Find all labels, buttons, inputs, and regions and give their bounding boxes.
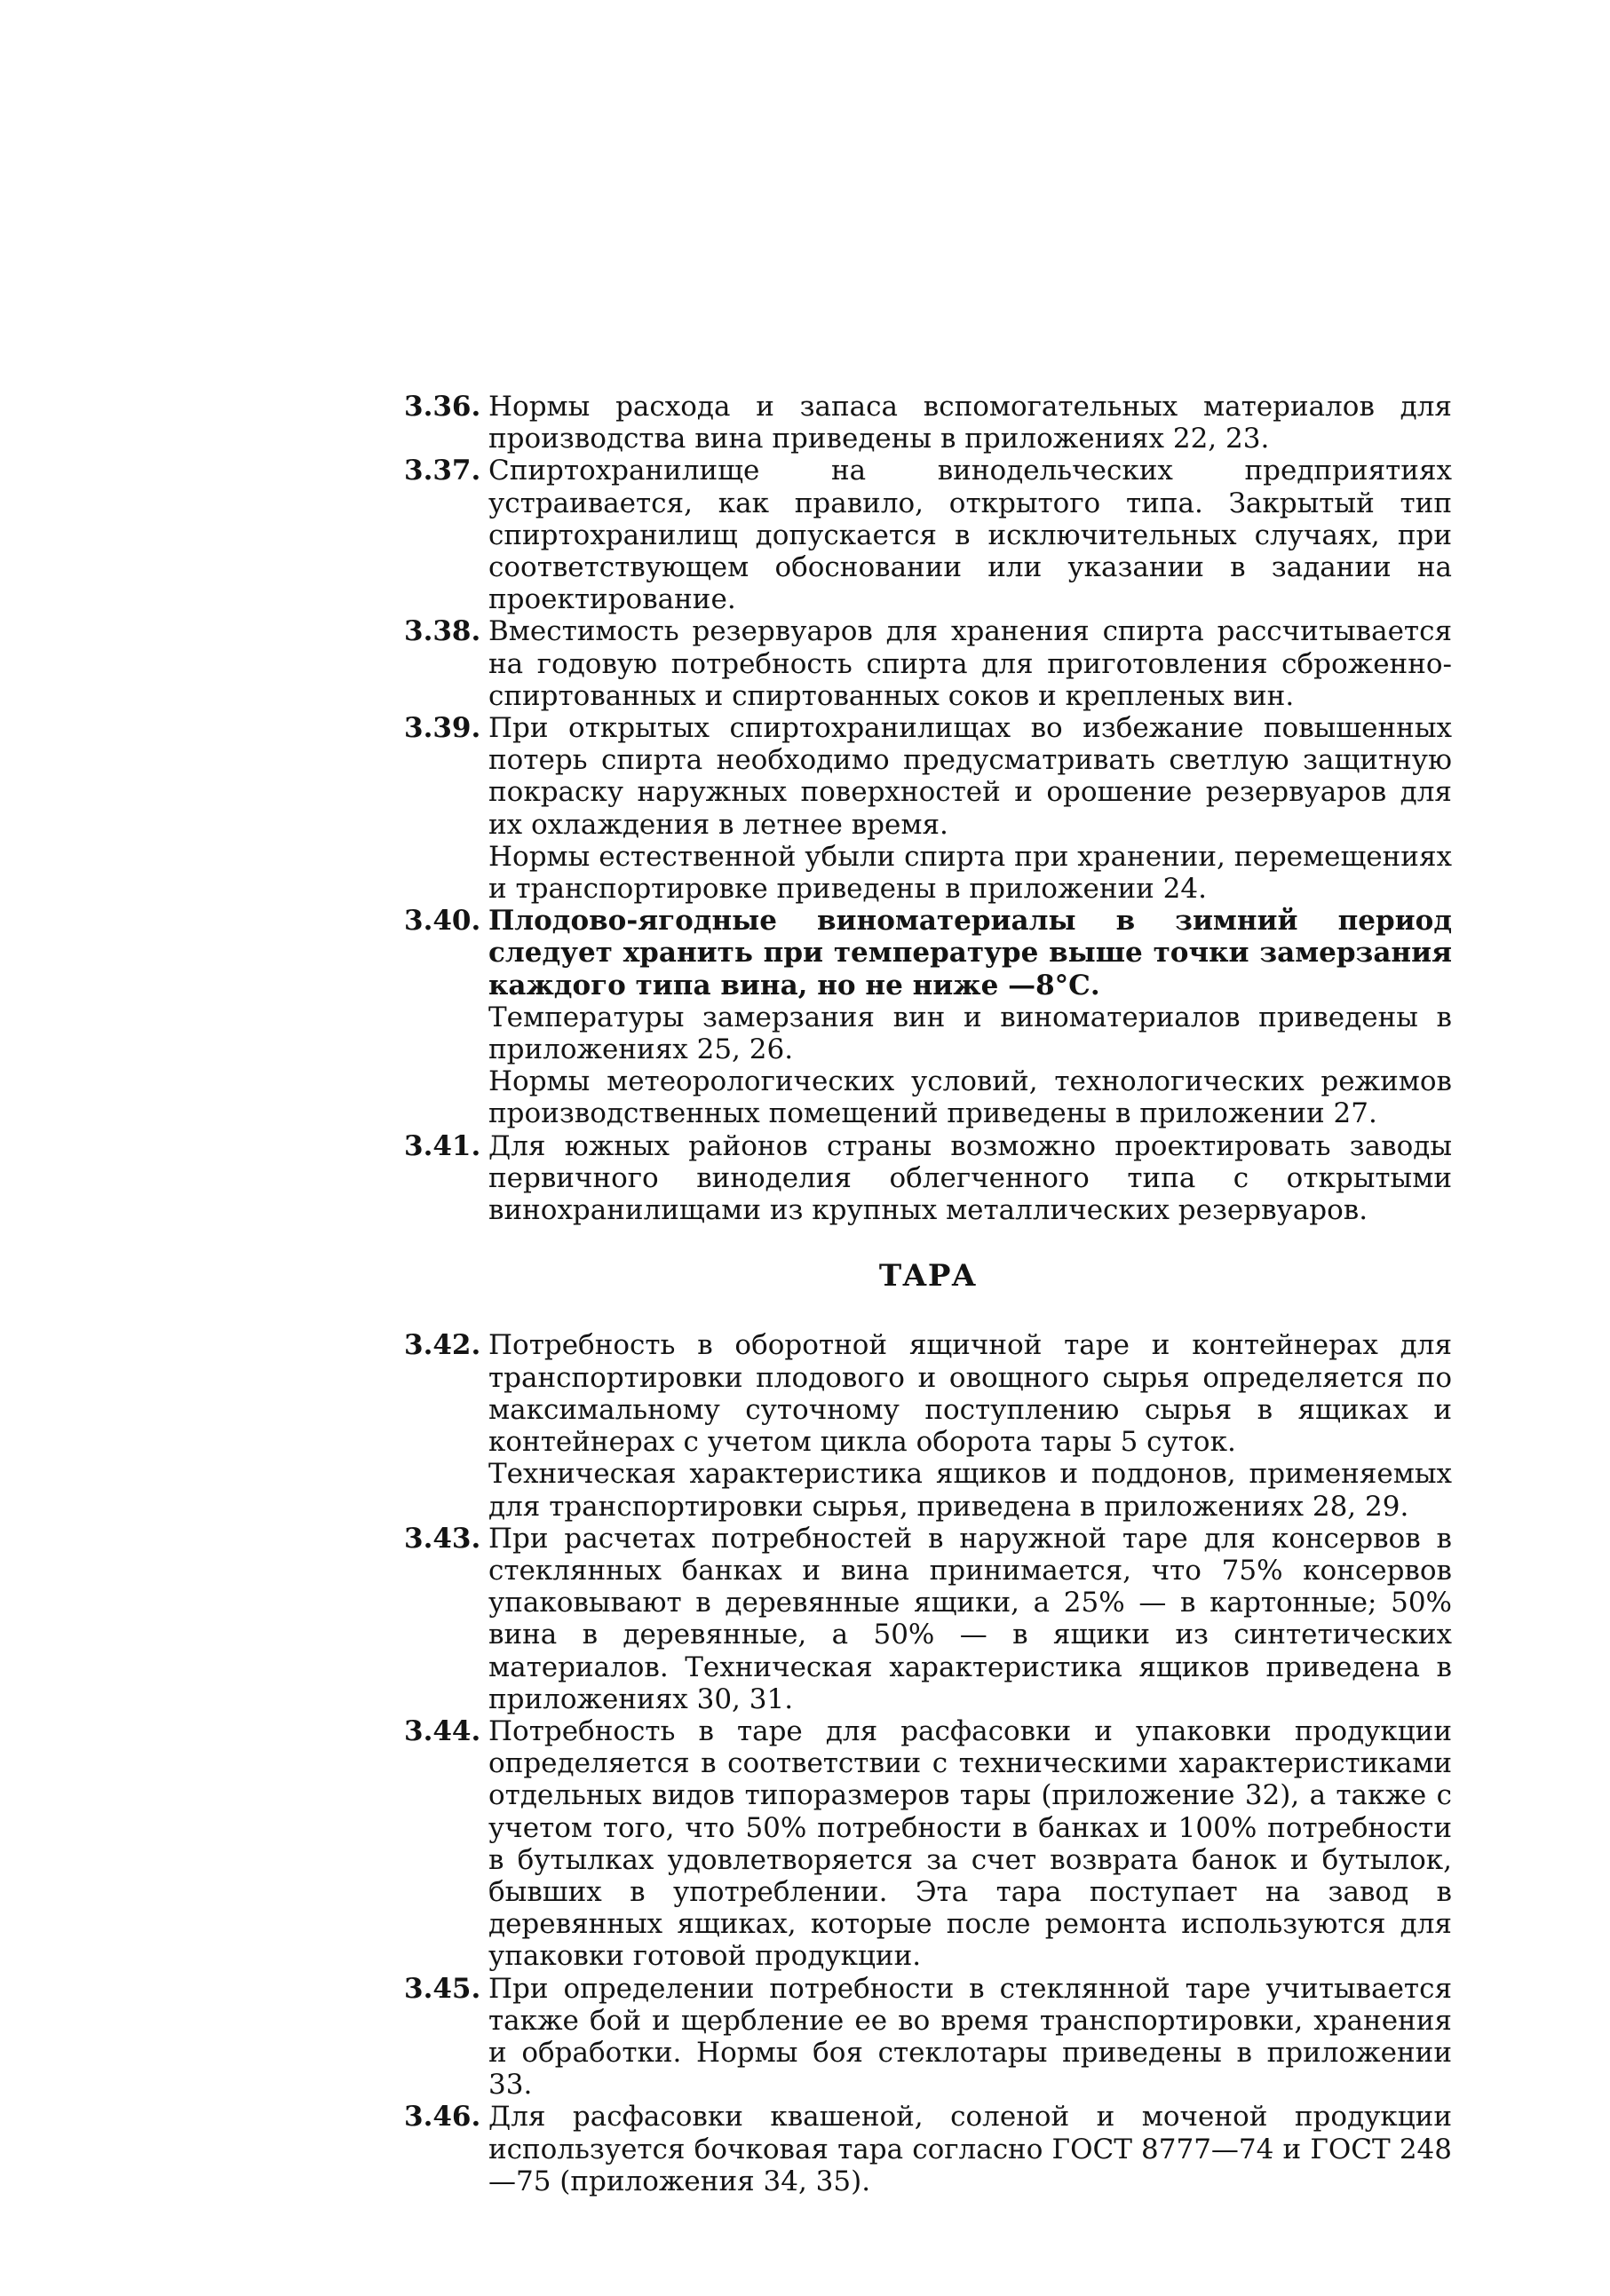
paragraph-text: При открытых спиртохранилищах во избежание повышенных потерь спирта необходимо предусматривать светлую защитную покраску наружных поверхностей и орошение резервуаров для их охлаждения в летнее время. (488, 712, 1452, 841)
paragraph-3-41 (404, 1130, 1452, 1227)
paragraph-number: 3.44. (404, 1714, 481, 1747)
paragraph-3-39-note (404, 841, 1452, 905)
paragraph-number: 3.46. (404, 2101, 481, 2134)
paragraph-number: 3.36. (404, 391, 481, 423)
paragraph-text: При определении потребности в стеклянной таре учитывается также бой и щербление ее во время транспортировки, хранения и обработки. Нормы боя стеклотары приведены в приложении 33. (488, 1972, 1452, 2102)
paragraph-text: Плодово-ягодные виноматериалы в зимний период следует хранить при температуре выше точки замерзания каждого типа вина, но не ниже —8°С. (488, 905, 1452, 1002)
paragraph-number: 3.45. (404, 1972, 481, 2005)
paragraph-number: 3.41. (404, 1129, 481, 1162)
paragraph-text: Для южных районов страны возможно проектировать заводы первичного виноделия облегченного типа с открытыми винохранилищами из крупных металлических резервуаров. (488, 1129, 1452, 1227)
paragraph-number: 3.43. (404, 1522, 481, 1555)
paragraph-3-40 (404, 905, 1452, 1002)
paragraph-3-45 (404, 1973, 1452, 2102)
document-body (404, 391, 1452, 2197)
paragraph-3-46 (404, 2101, 1452, 2197)
section-heading: ТАРА (878, 1258, 978, 1294)
paragraph-text: Спиртохранилище на винодельческих предприятиях устраивается, как правило, открытого типа. Закрытый тип спиртохранилищ допускается в исключительных случаях, при соответствующем обосновании или указании в задании на проектирование. (488, 455, 1452, 616)
paragraph-text: Нормы расхода и запаса вспомогательных материалов для производства вина приведены в приложениях 22, 23. (488, 391, 1452, 455)
paragraph-text: Потребность в оборотной ящичной таре и контейнерах для транспортировки плодового и овощного сырья определяется по максимальному суточному поступлению сырья в ящиках и контейнерах с учетом цикла оборота тары 5 суток. (488, 1329, 1452, 1459)
paragraph-text: Потребность в таре для расфасовки и упаковки продукции определяется в соответствии с техническими характеристиками отдельных видов типоразмеров тары (приложение 32), а также с учетом того, что 50% потребности в банках и 100% потребности в бутылках удовлетворяется за счет возврата банок и бутылок, бывших в употреблении. Эта тара поступает на завод в деревянных ящиках, которые после ремонта используются для упаковки готовой продукции. (488, 1714, 1452, 1973)
paragraph-3-44 (404, 1715, 1452, 1973)
paragraph-text: Вместимость резервуаров для хранения спирта рассчитывается на годовую потребность спирта для приготовления сброженно-спиртованных и спиртованных соков и крепленых вин. (488, 615, 1452, 712)
paragraph-3-39 (404, 712, 1452, 841)
paragraph-text: При расчетах потребностей в наружной таре для консервов в стеклянных банках и вина принимается, что 75% консервов упаковывают в деревянные ящики, а 25% — в картонные; 50% вина в деревянные, а 50% — в ящики из синтетических материалов. Техническая характеристика ящиков приведена в приложениях 30, 31. (488, 1522, 1452, 1715)
paragraph-3-37 (404, 455, 1452, 615)
paragraph-number: 3.38. (404, 615, 481, 648)
paragraph-3-42 (404, 1329, 1452, 1458)
paragraph-text: Нормы метеорологических условий, технологических режимов производственных помещений приведены в приложении 27. (488, 1065, 1452, 1130)
paragraph-text: Нормы естественной убыли спирта при хранении, перемещениях и транспортировке приведены в приложении 24. (488, 840, 1452, 906)
paragraph-text: Температуры замерзания вин и виноматериалов приведены в приложениях 25, 26. (488, 1001, 1452, 1066)
paragraph-3-43 (404, 1523, 1452, 1715)
paragraph-3-38 (404, 615, 1452, 712)
paragraph-text: Техническая характеристика ящиков и поддонов, применяемых для транспортировки сырья, приведена в приложениях 28, 29. (488, 1458, 1452, 1523)
paragraph-number: 3.37. (404, 455, 481, 487)
paragraph-text: Для расфасовки квашеной, соленой и моченой продукции используется бочковая тара согласно ГОСТ 8777—74 и ГОСТ 248—75 (приложения 34, 35). (488, 2101, 1452, 2197)
paragraph-3-40-note-1 (404, 1002, 1452, 1065)
paragraph-number: 3.39. (404, 712, 481, 745)
paragraph-number: 3.40. (404, 905, 481, 938)
paragraph-3-36 (404, 391, 1452, 455)
paragraph-number: 3.42. (404, 1329, 481, 1362)
paragraph-3-40-note-2 (404, 1065, 1452, 1129)
paragraph-3-42-note (404, 1458, 1452, 1522)
